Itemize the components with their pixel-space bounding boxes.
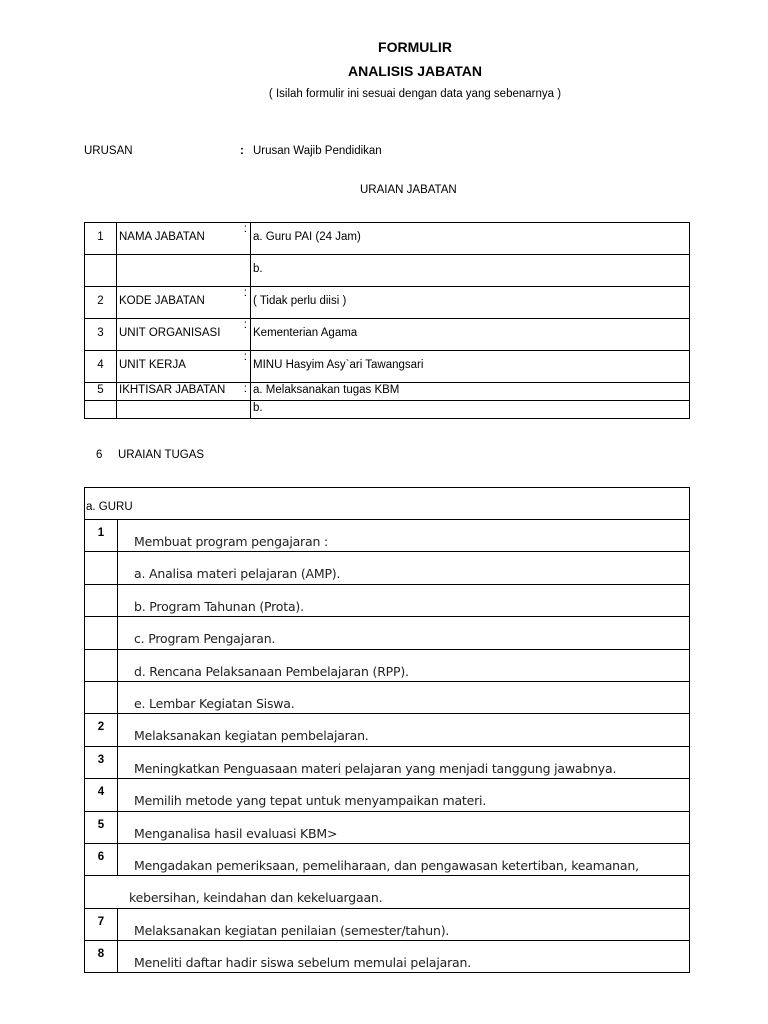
table-row xyxy=(85,649,690,681)
form-instruction: ( Isilah formulir ini sesuai dengan data yang sebenarnya ) xyxy=(268,88,562,100)
table-row xyxy=(85,401,690,419)
row-value: ( Tidak perlu diisi ) xyxy=(253,295,347,307)
table-row xyxy=(85,520,690,552)
row-label: UNIT ORGANISASI xyxy=(119,327,221,339)
row-number: 1 xyxy=(97,527,105,539)
table-row xyxy=(85,746,690,778)
row-number: 2 xyxy=(97,295,104,307)
table-row xyxy=(85,617,690,649)
table-row xyxy=(85,223,690,255)
row-number: 4 xyxy=(97,359,104,371)
row-label: KODE JABATAN xyxy=(119,295,205,307)
row-text: c. Program Pengajaran. xyxy=(134,631,276,647)
table-row xyxy=(85,876,690,908)
form-title: FORMULIR xyxy=(378,39,452,55)
row-value: Kementerian Agama xyxy=(253,327,358,339)
table-row xyxy=(85,714,690,746)
row-colon: : xyxy=(243,351,247,363)
row-label: UNIT KERJA xyxy=(119,359,186,371)
row-number xyxy=(85,255,116,263)
table-row xyxy=(85,255,690,287)
row-text: a. Analisa materi pelajaran (AMP). xyxy=(134,566,341,582)
table-row xyxy=(85,908,690,940)
row-number: 6 xyxy=(97,850,105,863)
row-number: 5 xyxy=(97,818,105,831)
row-colon: : xyxy=(243,223,247,235)
row-text: Melaksanakan kegiatan pembelajaran. xyxy=(134,728,369,744)
row-text: Meningkatkan Penguasaan materi pelajaran yang menjadi tanggung jawabnya. xyxy=(134,760,617,776)
table-row xyxy=(85,552,690,584)
row-text: kebersihan, keindahan dan kekeluargaan. xyxy=(129,890,383,906)
row-number xyxy=(85,401,116,402)
row-number: 1 xyxy=(97,231,104,243)
row-number: 5 xyxy=(97,384,104,396)
row-text: Melaksanakan kegiatan penilaian (semester/tahun). xyxy=(134,922,450,938)
table-row xyxy=(85,941,690,973)
table-row xyxy=(85,779,690,811)
row-colon: : xyxy=(243,319,247,331)
row-number: 7 xyxy=(97,915,105,928)
row-text: b. Program Tahunan (Prota). xyxy=(134,598,304,614)
row-value: MINU Hasyim Asy`ari Tawangsari xyxy=(253,359,424,371)
table-header-row xyxy=(85,488,690,520)
row-number: 3 xyxy=(97,753,105,766)
form-subtitle: ANALISIS JABATAN xyxy=(347,63,483,79)
row-text: Memilih metode yang tepat untuk menyampaikan materi. xyxy=(134,793,487,809)
row-text: Membuat program pengajaran : xyxy=(134,534,328,549)
urusan-label: URUSAN xyxy=(84,145,133,157)
jabatan-table xyxy=(84,222,690,419)
urusan-value: Urusan Wajib Pendidikan xyxy=(253,145,382,157)
table-row xyxy=(85,351,690,383)
table-row xyxy=(85,843,690,875)
row-value: b. xyxy=(253,263,263,275)
urusan-colon: : xyxy=(240,145,244,157)
table-row xyxy=(85,383,690,401)
table-row xyxy=(85,811,690,843)
table-row xyxy=(85,681,690,713)
row-text: Mengadakan pemeriksaan, pemeliharaan, dan pengawasan ketertiban, keamanan, xyxy=(134,857,639,873)
row-number: 2 xyxy=(97,721,105,734)
uraian-tugas-label: URAIAN TUGAS xyxy=(118,449,205,461)
row-text: Menganalisa hasil evaluasi KBM> xyxy=(134,825,338,841)
tugas-table-header: a. GURU xyxy=(85,488,690,520)
row-text: d. Rencana Pelaksanaan Pembelajaran (RPP). xyxy=(134,663,409,679)
row-number: 3 xyxy=(97,327,104,339)
tugas-table xyxy=(84,487,690,973)
row-text: e. Lembar Kegiatan Siswa. xyxy=(134,695,295,711)
uraian-tugas-number: 6 xyxy=(96,449,103,461)
row-colon: : xyxy=(243,383,247,395)
table-row xyxy=(85,287,690,319)
section-title: URAIAN JABATAN xyxy=(360,184,457,196)
row-number: 8 xyxy=(97,948,105,961)
row-colon: : xyxy=(243,287,247,299)
row-number: 4 xyxy=(97,786,105,799)
row-label: IKHTISAR JABATAN xyxy=(119,384,226,396)
row-value: b. xyxy=(253,402,263,414)
row-label: NAMA JABATAN xyxy=(119,231,205,243)
row-value: a. Guru PAI (24 Jam) xyxy=(253,231,361,243)
table-row xyxy=(85,584,690,616)
row-text: Meneliti daftar hadir siswa sebelum memulai pelajaran. xyxy=(134,955,471,971)
table-row xyxy=(85,319,690,351)
row-value: a. Melaksanakan tugas KBM xyxy=(253,384,400,396)
